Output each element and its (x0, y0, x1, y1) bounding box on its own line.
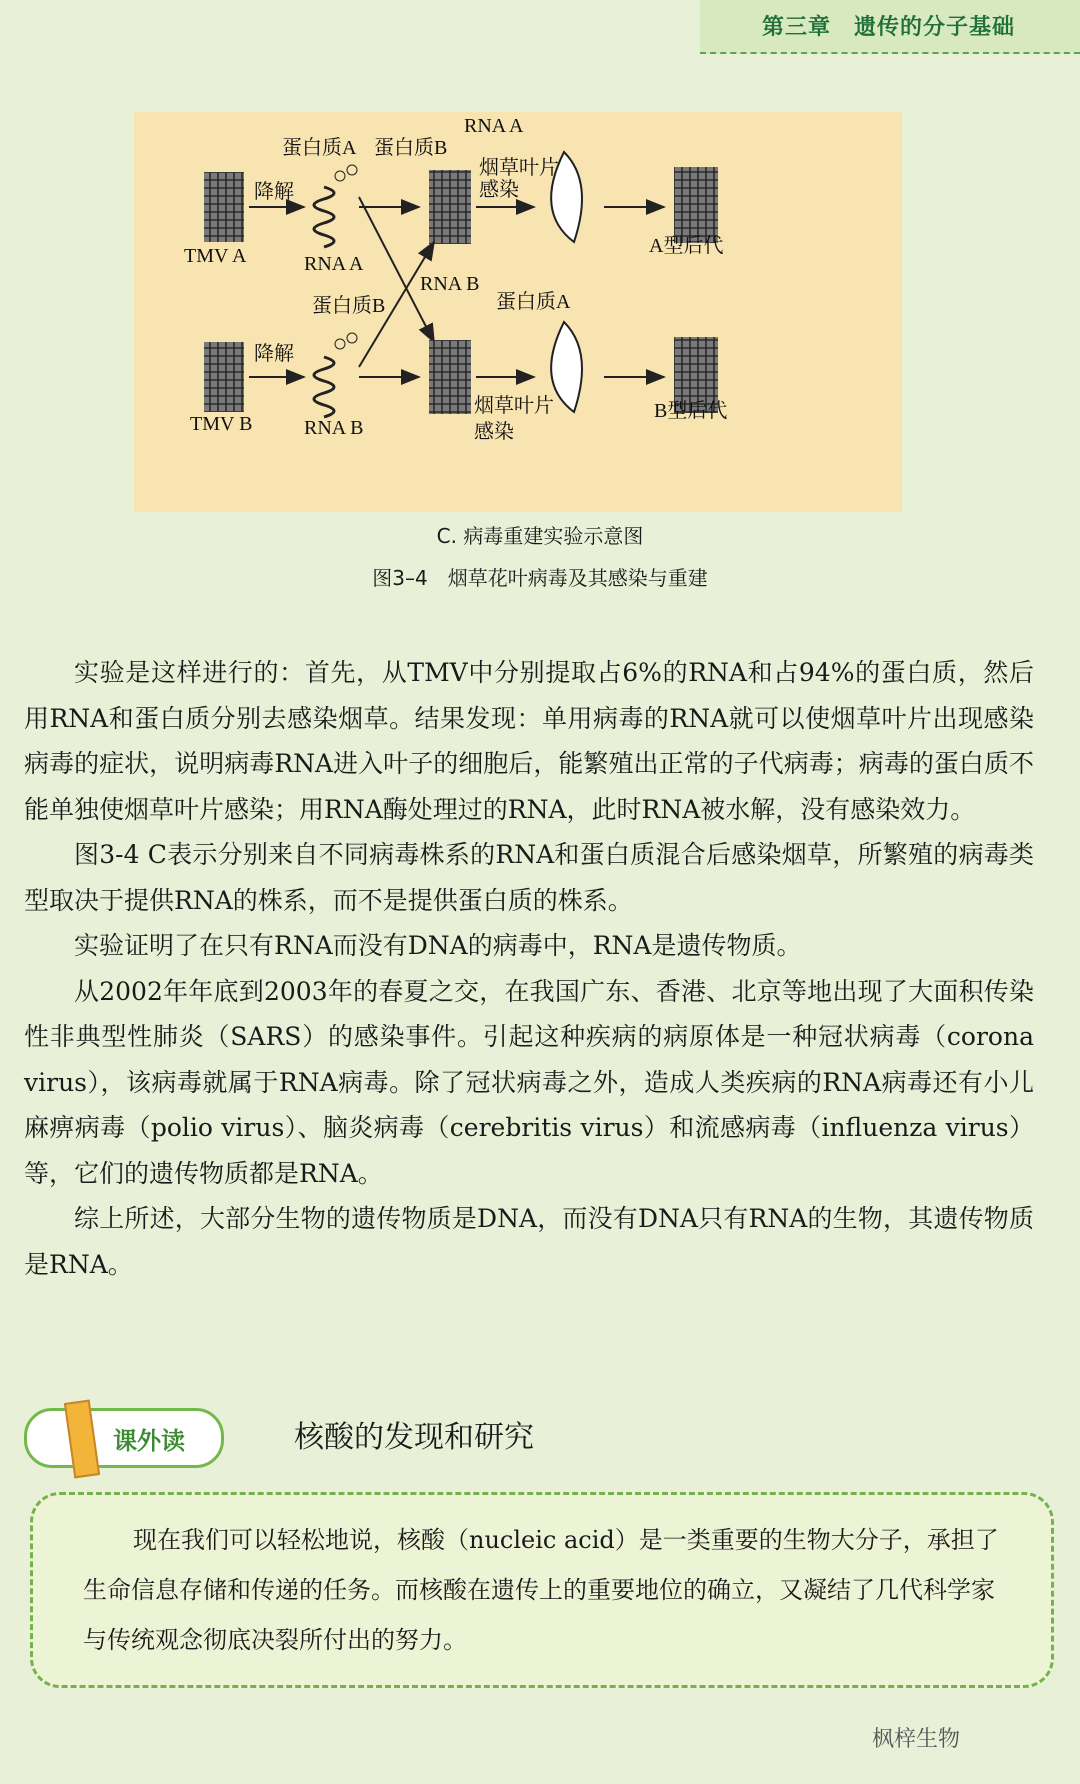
offspring-a-icon (674, 167, 718, 243)
label-rna-b-mid: RNA B (420, 273, 480, 295)
label-tobacco-bottom: 烟草叶片 (474, 395, 554, 417)
reconstruction-diagram (134, 112, 902, 512)
paragraph: 实验是这样进行的：首先，从TMV中分别提取占6%的RNA和占94%的蛋白质，然后用RNA和蛋白质分别去感染烟草。结果发现：单用病毒的RNA就可以使烟草叶片出现感染病毒的症状，说明病毒RNA进入叶子的细胞后，能繁殖出正常的子代病毒；病毒的蛋白质不能单独使烟草叶片感染；用RNA酶处理过的RNA，此时RNA被水解，没有感染效力。 (24, 658, 1034, 824)
label-infect-top: 感染 (479, 179, 519, 201)
reconstructed-virus-b-icon (429, 340, 471, 414)
pencil-icon (64, 1400, 100, 1479)
badge-label: 课外读 (113, 1427, 185, 1455)
paragraph: 实验证明了在只有RNA而没有DNA的病毒中，RNA是遗传物质。 (74, 931, 802, 960)
label-offspring-a: A型后代 (649, 235, 724, 257)
chapter-header (700, 0, 1080, 54)
label-infect-bottom: 感染 (474, 421, 514, 443)
label-tobacco-top: 烟草叶片 (479, 157, 559, 179)
label-protein-a-mid: 蛋白质A (496, 291, 571, 313)
label-degrade-top: 降解 (254, 181, 294, 203)
label-rna-a-top: RNA A (464, 115, 524, 137)
body-text (24, 650, 1034, 1287)
extra-reading-text: 现在我们可以轻松地说，核酸（nucleic acid）是一类重要的生物大分子，承担了生命信息存储和传递的任务。而核酸在遗传上的重要地位的确立，又凝结了几代科学家与传统观念彻底决裂所付出的努力。 (83, 1526, 999, 1654)
paragraph: 从2002年年底到2003年的春夏之交，在我国广东、香港、北京等地出现了大面积传染性非典型性肺炎（SARS）的感染事件。引起这种疾病的病原体是一种冠状病毒（corona virus），该病毒就属于RNA病毒。除了冠状病毒之外，造成人类疾病的RNA病毒还有小儿麻痹病毒（polio virus）、脑炎病毒（cerebritis virus）和流感病毒（influenza virus）等，它们的遗传物质都是RNA。 (24, 976, 1034, 1188)
label-rna-b-bottom: RNA B (304, 417, 364, 439)
rna-a-coil-icon (314, 187, 334, 247)
label-protein-a-top: 蛋白质A (282, 137, 357, 159)
figure-subcaption: C. 病毒重建实验示意图 (436, 524, 644, 548)
label-tmv-b: TMV B (190, 413, 253, 435)
extra-reading-box (30, 1492, 1054, 1688)
rna-b-coil-icon (314, 357, 334, 417)
extra-reading-title: 核酸的发现和研究 (294, 1420, 534, 1455)
reconstructed-virus-a-icon (429, 170, 471, 244)
label-tmv-a: TMV A (184, 245, 247, 267)
label-offspring-b: B型后代 (654, 400, 728, 422)
diagram-svg (134, 112, 902, 512)
leaf-b-icon (551, 322, 582, 412)
label-protein-b-top: 蛋白质B (374, 137, 448, 159)
label-protein-b-mid: 蛋白质B (312, 295, 386, 317)
paragraph: 综上所述，大部分生物的遗传物质是DNA，而没有DNA只有RNA的生物，其遗传物质是RNA。 (24, 1204, 1034, 1279)
figure-caption: 图3–4 烟草花叶病毒及其感染与重建 (372, 566, 708, 590)
tmv-a-virus-icon (204, 172, 244, 242)
chapter-title: 第三章 遗传的分子基础 (762, 15, 1016, 40)
label-rna-a-mid: RNA A (304, 253, 364, 275)
tmv-b-virus-icon (204, 342, 244, 412)
extra-reading-badge (24, 1408, 224, 1468)
paragraph: 图3-4 C表示分别来自不同病毒株系的RNA和蛋白质混合后感染烟草，所繁殖的病毒类型取决于提供RNA的株系，而不是提供蛋白质的株系。 (24, 840, 1034, 915)
label-degrade-bottom: 降解 (254, 343, 294, 365)
watermark: 枫梓生物 (872, 1727, 961, 1752)
